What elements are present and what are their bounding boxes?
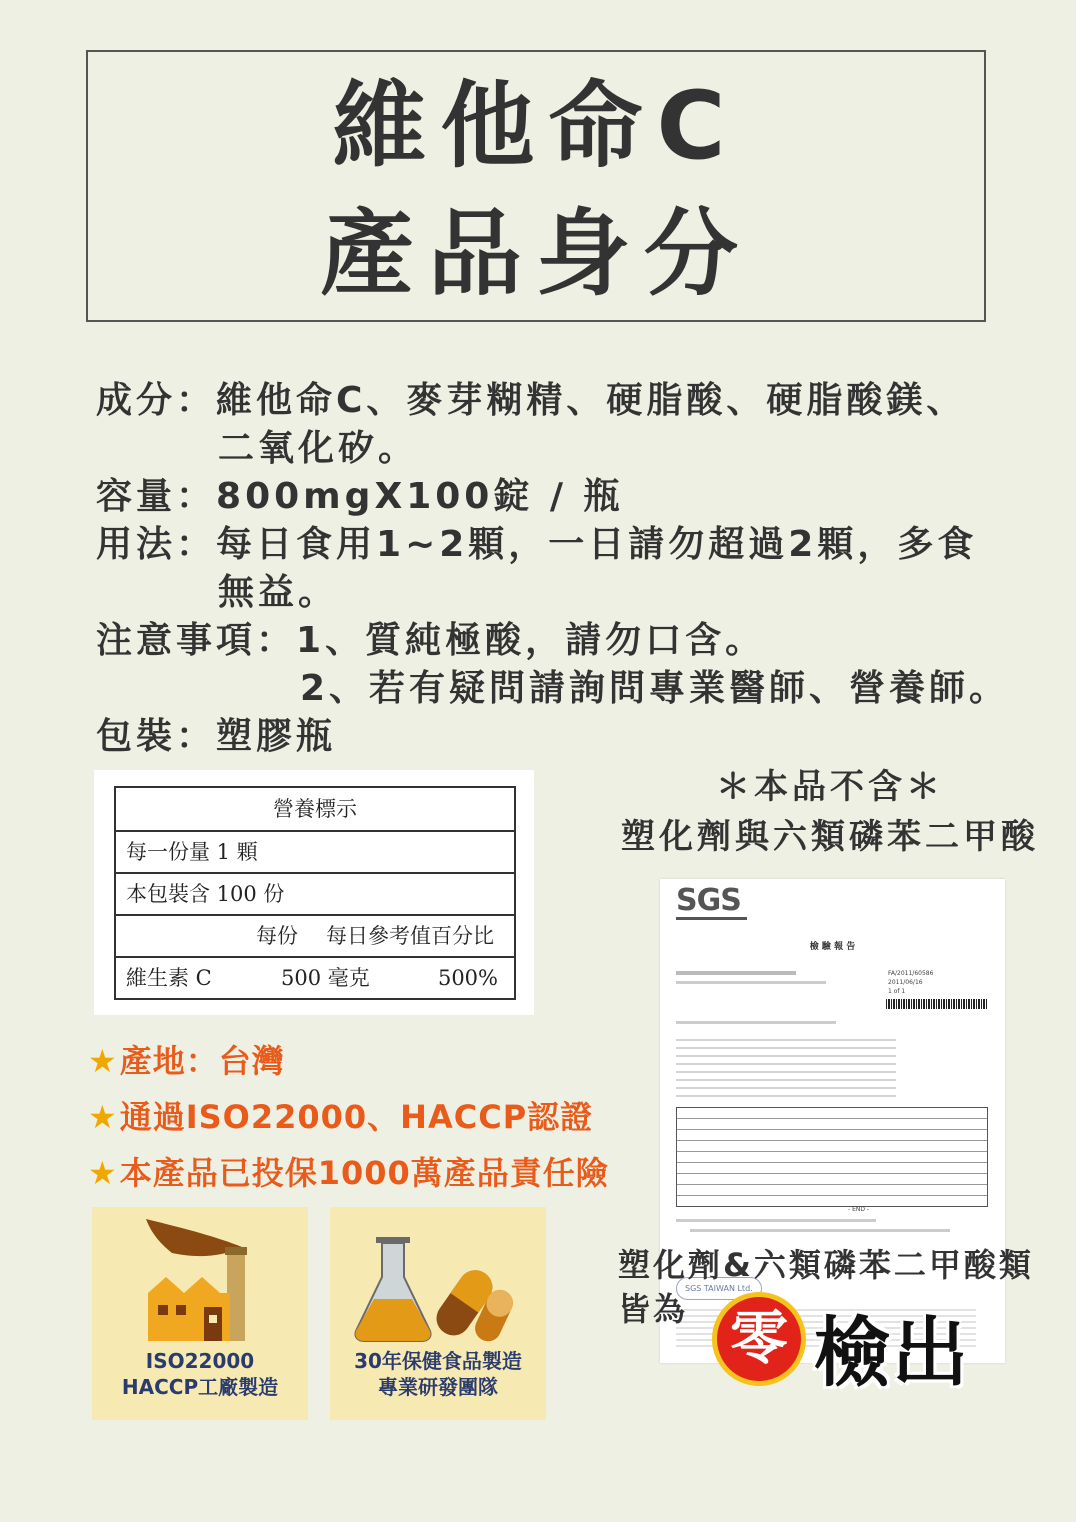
package-value: 塑膠瓶 (216, 716, 337, 757)
star-icon: ★ (88, 1042, 118, 1080)
title-line-2: 產品身分 (319, 200, 752, 309)
free-of-heading (600, 762, 1060, 862)
zero-detect-text: 檢出 (814, 1308, 970, 1397)
highlight-certification (88, 1092, 593, 1138)
sgs-end: - END - (848, 1206, 870, 1213)
highlight-origin-text: 產地：台灣 (119, 1042, 285, 1080)
sgs-sample-info (676, 1039, 896, 1099)
highlight-certification-text: 通過ISO22000、HACCP認證 (119, 1098, 594, 1136)
factory-badge-line-1: ISO22000 (145, 1349, 255, 1373)
notes-value-2: 2、若有疑問請詢問專業醫師、營養師。 (300, 668, 1010, 709)
title-box (86, 50, 986, 322)
sgs-logo: SGS (676, 885, 747, 920)
highlight-origin (88, 1036, 285, 1082)
title-line-1: 維他命C (332, 72, 740, 181)
sgs-result-table (676, 1107, 988, 1207)
sgs-report (660, 879, 1005, 1363)
free-of-line-1: ＊本品不含＊ (716, 767, 944, 807)
nutrition-table (114, 786, 516, 1000)
nutrition-servings-per-pack: 本包裝含 100 份 (116, 874, 514, 916)
sgs-report-title: 檢 驗 報 告 (809, 942, 856, 952)
sgs-page: 1 of 1 (888, 988, 906, 995)
nutrition-header-row (116, 916, 514, 958)
ingredients-value-2: 二氧化矽。 (218, 428, 419, 469)
ingredients-row (96, 378, 966, 424)
nutrition-item-row (116, 958, 514, 998)
capacity-label: 容量： (96, 476, 217, 517)
nutrition-serving: 每一份量 1 顆 (116, 832, 514, 874)
usage-value-1: 每日食用1~2顆，一日請勿超過2顆，多食 (216, 524, 978, 565)
sgs-barcode (886, 999, 988, 1009)
ingredients-value-1: 維他命C、麥芽糊精、硬脂酸、硬脂酸鎂、 (216, 380, 967, 421)
sgs-report-no: FA/2011/60586 (888, 970, 934, 977)
notes-label: 注意事項： (96, 620, 297, 661)
sgs-stamp: SGS TAIWAN Ltd. (676, 1277, 762, 1300)
col-daily-value: 每日參考值百分比 (326, 924, 494, 948)
sgs-company-line (676, 971, 796, 975)
lab-badge (330, 1207, 546, 1420)
usage-label: 用法： (96, 524, 217, 565)
usage-row (96, 522, 977, 568)
package-label: 包裝： (96, 716, 217, 757)
zero-claim-line-1: 塑化劑&六類磷苯二甲酸類 (618, 1246, 1034, 1284)
factory-badge-line-2: HACCP工廠製造 (121, 1375, 279, 1399)
flask-capsule-icon (330, 1207, 546, 1357)
sgs-address-line (676, 981, 826, 984)
sgs-text-line (676, 1021, 836, 1024)
item-amount: 500 毫克 (281, 966, 370, 990)
factory-icon (92, 1207, 308, 1357)
sgs-note-line (676, 1219, 876, 1222)
free-of-line-2: 塑化劑與六類磷苯二甲酸 (621, 817, 1039, 857)
usage-value-2: 無益。 (218, 572, 339, 613)
lab-badge-line-1: 30年保健食品製造 (354, 1349, 522, 1373)
sgs-note-line (690, 1229, 950, 1232)
item-percent: 500% (437, 966, 498, 990)
sgs-meta (888, 969, 933, 996)
star-icon: ★ (88, 1098, 118, 1136)
star-icon: ★ (88, 1154, 118, 1192)
capacity-value: 800mgX100錠 / 瓶 (216, 476, 624, 517)
zero-badge: 零 (712, 1292, 806, 1386)
package-row (96, 714, 336, 760)
highlight-insurance (88, 1148, 609, 1194)
zero-claim-line-2: 皆為 (618, 1290, 689, 1328)
nutrition-title: 營養標示 (116, 788, 514, 832)
nutrition-panel (94, 770, 534, 1015)
capacity-row (96, 474, 624, 520)
notes-row (96, 618, 765, 664)
factory-badge (92, 1207, 308, 1420)
col-per-serving: 每份 (256, 924, 298, 948)
lab-badge-line-2: 專業研發團隊 (378, 1375, 498, 1399)
item-name: 維生素 C (126, 966, 212, 990)
notes-value-1: 1、質純極酸，請勿口含。 (296, 620, 766, 661)
sgs-date: 2011/06/16 (888, 979, 923, 986)
ingredients-label: 成分： (96, 380, 217, 421)
highlight-insurance-text: 本產品已投保1000萬產品責任險 (119, 1154, 609, 1192)
